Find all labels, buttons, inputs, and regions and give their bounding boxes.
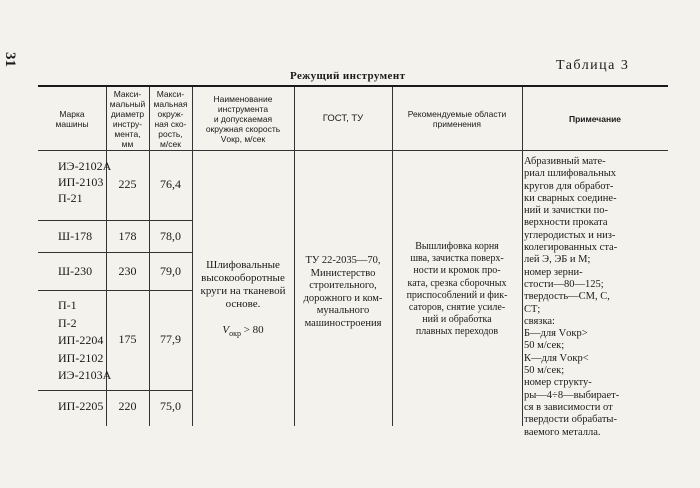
note-cell [524,156,670,439]
row-separator [38,390,192,391]
header-application: Рекомендуемые области применения [407,109,507,129]
machine-cell: ИЭ-2102А ИП-2103 П-21 [58,159,112,205]
note-line: Абразивный мате- [524,156,606,167]
note-line: связка: [524,315,555,327]
header-tool: Наименование инструмента и допускаемая окружная скорость Vокр, м/сек [205,94,281,144]
row-separator [38,252,192,253]
speed-cell: 76,4 [160,177,181,191]
v-symbol: V [222,324,230,336]
machine-cell: ИП-2205 [58,399,104,413]
machine-cell: Ш-230 [58,264,93,278]
application-cell: Вышлифовка корня шва, зачистка поверх- ности и кромок про- ката, срезка сборочных приспособлений и фик- саторов, снятие усиле- ний и обработка плавных переходов [406,241,508,338]
header-machine: Марка машины [55,109,89,129]
note-line: лей Э, ЭБ и М; [524,254,591,266]
tool-cell [194,246,292,340]
gost-cell: ТУ 22-2035—70, Министерство строительного, дорожного и ком- мунального машиностроения [303,255,383,329]
table-top-rule [38,85,668,87]
diameter-cell: 175 [118,332,137,346]
header-bottom-rule [38,150,668,151]
diameter-cell: 225 [118,177,137,191]
note-line: К—для Vокр< [524,352,589,364]
machine-cell: П-1 П-2 ИП-2204 ИП-2102 ИЭ-2103А [58,298,112,382]
note-line: риал шлифовальных [524,168,617,180]
note-line: СТ; [524,303,541,315]
note-line: ний и зачистки по- [524,205,608,217]
note-line: верхности проката [524,217,608,229]
row-separator [38,290,192,291]
note-line: углеродистых и низ- [524,229,616,241]
table-label: Таблица 3 [556,58,630,73]
note-line: ры—4÷8—выбирает- [524,389,620,401]
note-line: колегированных ста- [524,242,618,254]
diameter-cell: 178 [118,229,137,243]
v-threshold: > 80 [240,324,264,336]
speed-cell: 78,0 [160,229,181,243]
header-gost: ГОСТ, ТУ [322,113,364,124]
note-line: ся в зависимости от [524,401,613,413]
note-line: твердость—СМ, С, [524,291,610,303]
diameter-cell: 230 [118,264,137,278]
speed-cell: 75,0 [160,399,181,413]
tool-description: Шлифовальные высокооборотные круги на тканевой основе. [200,259,286,310]
note-line: Б—для Vокр> [524,328,588,340]
machine-cell: Ш-178 [58,229,93,243]
note-line: номер зерни- [524,266,583,278]
header-diameter: Макси- мальный диаметр инстру- мента, мм [109,89,146,149]
speed-cell: 79,0 [160,264,181,278]
header-speed: Макси- мальная окруж- ная ско- рость, м/сек [153,89,188,149]
note-line: кругов для обработ- [524,180,614,192]
page-number: 31 [2,52,18,67]
note-line: ки сварных соедине- [524,192,617,204]
speed-cell: 77,9 [160,332,181,346]
note-line: ваемого металла. [524,426,601,438]
note-line: стости—80—125; [524,278,604,290]
table-title: Режущий инструмент [290,70,406,82]
note-line: твердости обрабаты- [524,414,617,426]
header-note: Примечание [568,114,622,124]
diameter-cell: 220 [118,399,137,413]
note-line: 50 м/сек; [524,365,565,377]
row-separator [38,220,192,221]
v-subscript: окр [229,329,241,339]
note-line: 50 м/сек; [524,340,565,352]
note-line: номер структу- [524,377,592,389]
